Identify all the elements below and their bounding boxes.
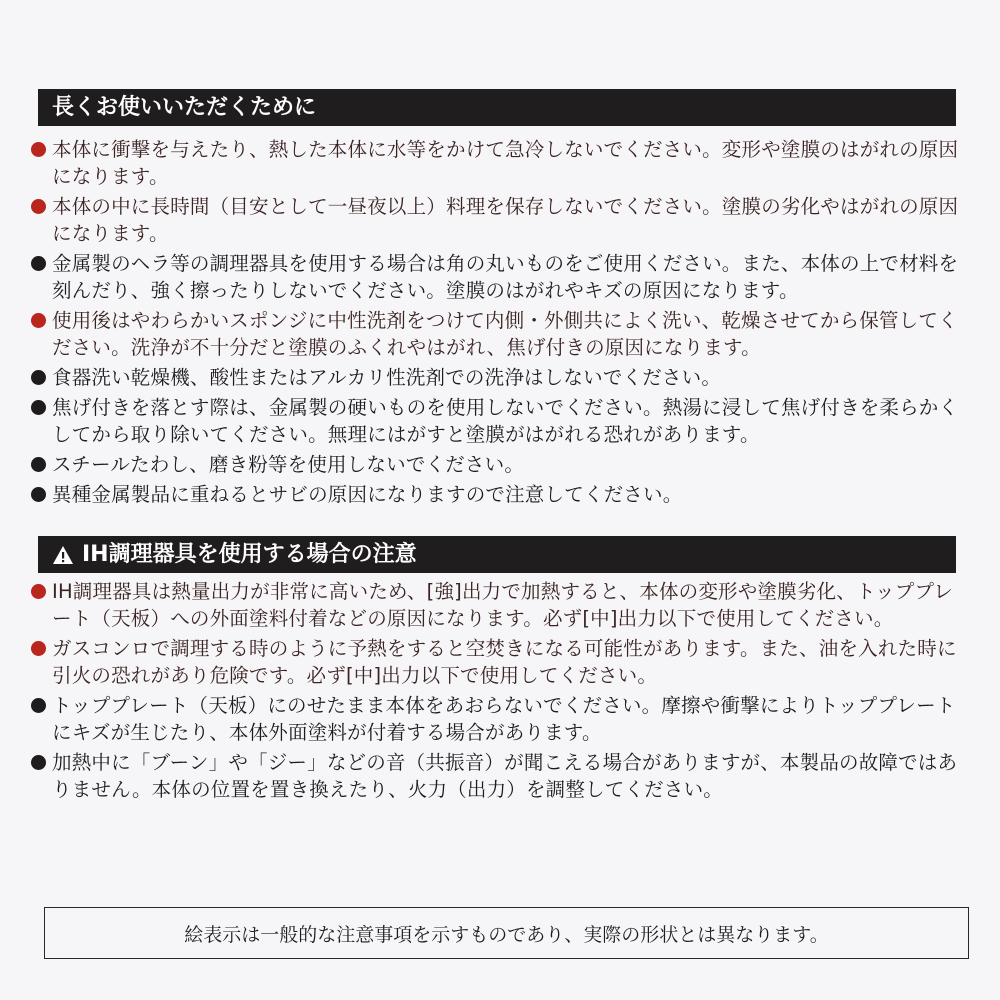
list-item <box>30 136 960 190</box>
care-instructions-list <box>30 136 960 511</box>
list-item-text: IH調理器具は熱量出力が非常に高いため、[強]出力で加熱すると、本体の変形や塗膜劣化、トッププレート（天板）への外面塗料付着などの原因になります。必ず[中]出力以下で使用してください。 <box>52 580 954 630</box>
list-item <box>30 578 960 632</box>
list-item <box>30 307 960 361</box>
black-bullet-icon <box>31 256 46 271</box>
footer-note: 絵表示は一般的な注意事項を示すものであり、実際の形状とは異なります。 <box>184 923 829 946</box>
list-item <box>30 635 960 689</box>
section-header-long-use <box>38 89 956 126</box>
red-bullet-icon <box>31 199 46 214</box>
list-item <box>30 481 960 508</box>
list-item-text: トッププレート（天板）にのせたまま本体をあおらないでください。摩擦や衝撃によりトッププレートにキズが生じたり、本体外面塗料が付着する場合があります。 <box>52 694 956 744</box>
list-item <box>30 451 960 478</box>
black-bullet-icon <box>31 400 46 415</box>
ih-caution-list <box>30 578 960 806</box>
warning-triangle-icon <box>52 545 74 565</box>
list-item <box>30 394 960 448</box>
list-item <box>30 692 960 746</box>
black-bullet-icon <box>31 487 46 502</box>
list-item-text: 本体に衝撃を与えたり、熱した本体に水等をかけて急冷しないでください。変形や塗膜のはがれの原因になります。 <box>52 138 959 188</box>
list-item-text: スチールたわし、磨き粉等を使用しないでください。 <box>52 453 525 476</box>
red-bullet-icon <box>31 641 46 656</box>
list-item <box>30 193 960 247</box>
black-bullet-icon <box>31 755 46 770</box>
footer-note-box <box>44 907 969 959</box>
section-title: IH調理器具を使用する場合の注意 <box>82 542 417 567</box>
list-item <box>30 749 960 803</box>
list-item-text: 使用後はやわらかいスポンジに中性洗剤をつけて内側・外側共によく洗い、乾燥させてから保管してください。洗浄が不十分だと塗膜のふくれやはがれ、焦げ付きの原因になります。 <box>52 309 958 359</box>
list-item <box>30 250 960 304</box>
section-header-ih-caution <box>38 536 956 573</box>
section-title: 長くお使いいただくために <box>52 95 317 120</box>
list-item-text: 金属製のヘラ等の調理器具を使用する場合は角の丸いものをご使用ください。また、本体の上で材料を刻んだり、強く擦ったりしないでください。塗膜のはがれやキズの原因になります。 <box>52 252 959 302</box>
red-bullet-icon <box>31 584 46 599</box>
red-bullet-icon <box>31 313 46 328</box>
black-bullet-icon <box>31 370 46 385</box>
black-bullet-icon <box>31 457 46 472</box>
list-item-text: 焦げ付きを落とす際は、金属製の硬いものを使用しないでください。熱湯に浸して焦げ付きを柔らかくしてから取り除いてください。無理にはがすと塗膜がはがれる恐れがあります。 <box>52 396 959 446</box>
list-item <box>30 364 960 391</box>
list-item-text: ガスコンロで調理する時のように予熱をすると空焚きになる可能性があります。また、油を入れた時に引火の恐れがあり危険です。必ず[中]出力以下で使用してください。 <box>52 637 957 687</box>
black-bullet-icon <box>31 698 46 713</box>
list-item-text: 加熱中に「ブーン」や「ジー」などの音（共振音）が聞こえる場合がありますが、本製品の故障ではありません。本体の位置を置き換えたり、火力（出力）を調整してください。 <box>52 751 958 801</box>
list-item-text: 異種金属製品に重ねるとサビの原因になりますので注意してください。 <box>52 483 683 506</box>
list-item-text: 食器洗い乾燥機、酸性またはアルカリ性洗剤での洗浄はしないでください。 <box>52 366 722 389</box>
list-item-text: 本体の中に長時間（目安として一昼夜以上）料理を保存しないでください。塗膜の劣化やはがれの原因になります。 <box>52 195 959 245</box>
red-bullet-icon <box>31 142 46 157</box>
